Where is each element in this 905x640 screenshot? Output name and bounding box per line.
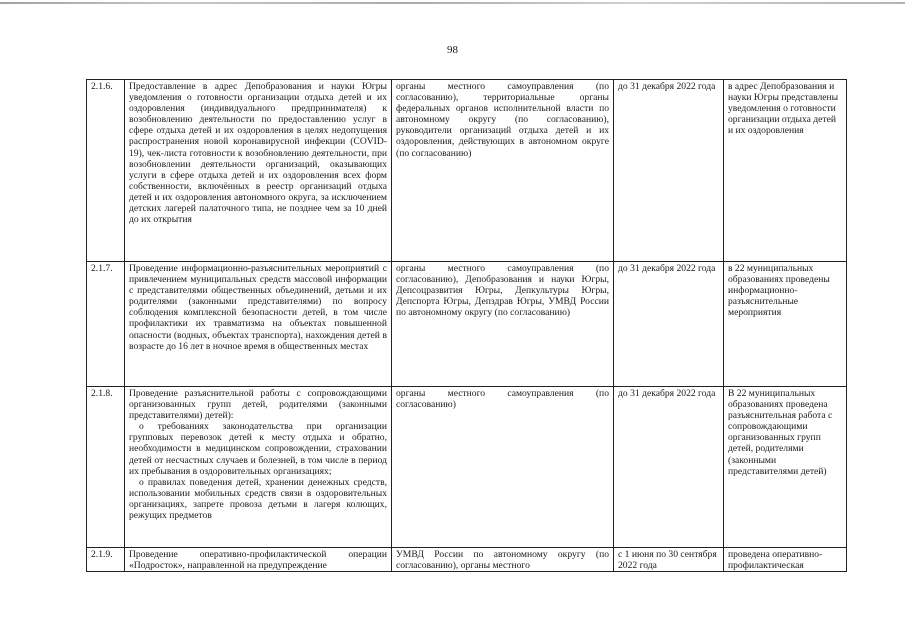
description-paragraph: о требованиях законодательства при организации групповых перевозок детей к месту отдыха и обратно, необходимости в медицинском сопровождении, страховании детей от несчастных случаев и болезней, в том числе в период их пребывания в оздоровительных организациях; [129, 421, 387, 477]
item-result: в 22 муниципальных образованиях проведены информационно-разъяснительные мероприятия [724, 262, 847, 387]
item-executors [392, 548, 614, 572]
item-term: до 31 декабря 2022 года [614, 80, 724, 262]
item-result: В 22 муниципальных образованиях проведена разъяснительная работа с сопровождающими организованных групп детей, родителями (законными представителями детей) [724, 387, 847, 548]
item-description [125, 548, 392, 572]
item-description [125, 387, 392, 548]
item-number: 2.1.6. [87, 80, 125, 262]
item-result [724, 548, 847, 572]
item-description [125, 262, 392, 387]
item-result-text: проведена оперативно-профилактическая [728, 549, 823, 571]
description-paragraph: Проведение оперативно-профилактической операции «Подросток», направленной на предупреждение [129, 549, 387, 571]
measures-table [86, 79, 847, 572]
item-term: до 31 декабря 2022 года [614, 387, 724, 548]
item-executors: органы местного самоуправления (по согласованию) [392, 387, 614, 548]
item-term [614, 548, 724, 572]
item-executors: органы местного самоуправления (по согласованию), территориальные органы федеральных органов исполнительной власти по автономному округу (по согласованию), руководители организаций отдыха детей и их оздоровления, действующих в автономном округе (по согласованию) [392, 80, 614, 262]
scan-edge-line [0, 2, 905, 4]
table-row [87, 387, 847, 548]
item-executors-text: УМВД России по автономному округу (по согласованию), органы местного [396, 549, 609, 571]
item-number: 2.1.8. [87, 387, 125, 548]
table-row [87, 262, 847, 387]
item-result: в адрес Депобразования и науки Югры представлены уведомления о готовности организации отдыха детей и их оздоровления [724, 80, 847, 262]
item-number: 2.1.9. [87, 548, 125, 572]
description-paragraph: Предоставление в адрес Депобразования и науки Югры уведомления о готовности организации отдыха детей и их оздоровления (индивидуального предпринимателя) к возобновлению деятельности по предоставлению услуг в сфере отдыха детей и их оздоровления в целях недопущения распространения новой коронавирусной инфекции (COVID-19), чек-листа готовности к возобновлению деятельности, при возобновлении деятельности организаций, оказывающих услуги в сфере отдыха детей и их оздоровления всех форм собственности, включённых в реестр организаций отдыха детей и их оздоровления автономного округа, за исключением детских лагерей палаточного типа, не позднее чем за 10 дней до их открытия [129, 81, 387, 226]
page-number: 98 [447, 44, 458, 56]
description-paragraph: Проведение информационно-разъяснительных мероприятий с привлечением муниципальных средств массовой информации с представителями общественных объединений, детьми и их родителями (законными представителями) по вопросу соблюдения комплексной безопасности детей, в том числе профилактики их травматизма на объектах повышенной опасности (водных, объектах транспорта), нахождения детей в возрасте до 16 лет в ночное время в общественных местах [129, 263, 387, 352]
item-executors: органы местного самоуправления (по согласованию), Депобразования и науки Югры, Депсоцразвития Югры, Депкультуры Югры, Депспорта Югры, Депздрав Югры, УМВД России по автономному округу (по согласованию) [392, 262, 614, 387]
item-term: до 31 декабря 2022 года [614, 262, 724, 387]
item-description [125, 80, 392, 262]
item-number: 2.1.7. [87, 262, 125, 387]
item-term-text: с 1 июня по 30 сентября 2022 года [618, 549, 717, 571]
description-paragraph: о правилах поведения детей, хранении денежных средств, использовании мобильных средств связи в оздоровительных организациях, запрете провоза детьми в лагеря колющих, режущих предметов [129, 476, 387, 522]
description-paragraph: Проведение разъяснительной работы с сопровождающими организованных групп детей, родителями (законными представителями) детей): [129, 388, 387, 422]
table-row [87, 80, 847, 262]
table-row [87, 548, 847, 572]
